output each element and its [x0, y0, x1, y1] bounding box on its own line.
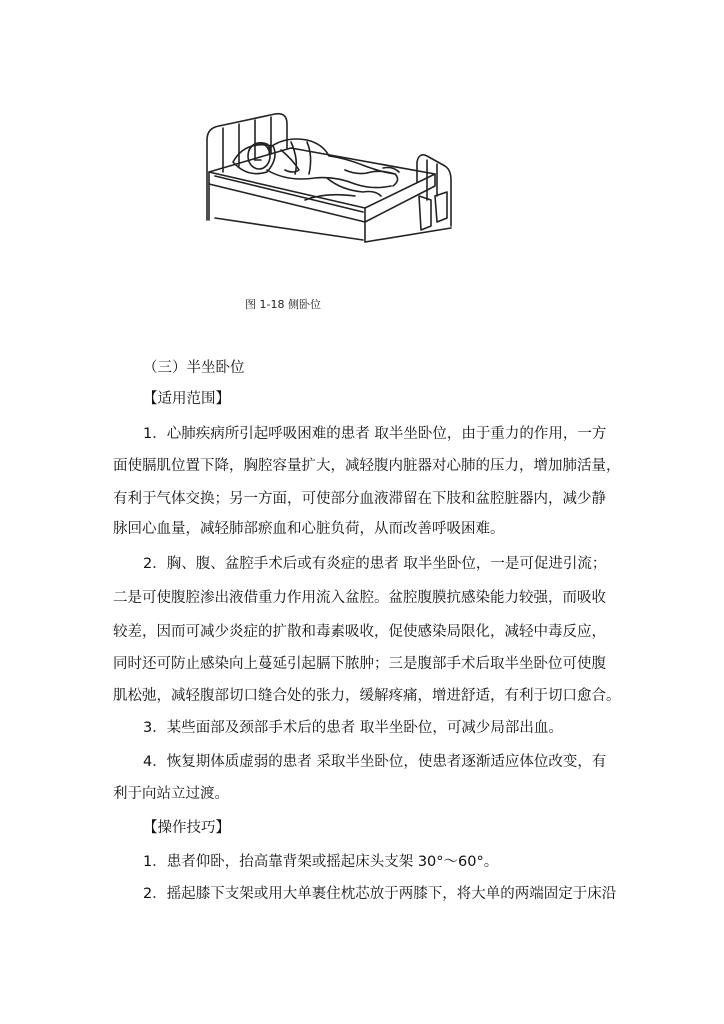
paragraph-line: 1．心肺疾病所引起呼吸困难的患者 取半坐卧位，由于重力的作用，一方 — [143, 426, 607, 442]
figure-caption: 图 1-18 侧卧位 — [245, 298, 321, 311]
paragraph-line: 4．恢复期体质虚弱的患者 采取半坐卧位，使患者逐渐适应体位改变，有 — [143, 754, 607, 770]
paragraph-line: 利于向站立过渡。 — [113, 786, 229, 802]
ops-heading: 【操作技巧】 — [143, 820, 230, 836]
paragraph-line: 二是可使腹腔渗出液借重力作用流入盆腔。盆腔腹膜抗感染能力较强，而吸收 — [113, 590, 606, 606]
side-lying-illustration — [195, 100, 457, 250]
paragraph-line: 3．某些面部及颈部手术后的患者 取半坐卧位，可减少局部出血。 — [143, 720, 563, 736]
paragraph-line: 同时还可防止感染向上蔓延引起膈下脓肿；三是腹部手术后取半坐卧位可使腹 — [113, 656, 606, 672]
paragraph-line: 面使膈肌位置下降，胸腔容量扩大，减轻腹内脏器对心肺的压力，增加肺活量， — [113, 458, 621, 474]
section-title: （三）半坐卧位 — [143, 360, 245, 376]
ops-line: 2．摇起膝下支架或用大单裹住枕芯放于两膝下，将大单的两端固定于床沿 — [143, 886, 617, 902]
paragraph-line: 较差，因而可减少炎症的扩散和毒素吸收，促使感染局限化，减轻中毒反应， — [113, 624, 606, 640]
paragraph-line: 2．胸、腹、盆腔手术后或有炎症的患者 取半坐卧位，一是可促进引流； — [143, 556, 607, 572]
ops-line: 1．患者仰卧，抬高靠背架或摇起床头支架 30°～60°。 — [143, 854, 499, 870]
paragraph-line: 脉回心血量，减轻肺部瘀血和心脏负荷，从而改善呼吸困难。 — [113, 521, 505, 537]
scope-heading: 【适用范围】 — [143, 391, 230, 407]
paragraph-line: 有利于气体交换；另一方面，可使部分血液滞留在下肢和盆腔脏器内，减少静 — [113, 491, 606, 507]
paragraph-line: 肌松弛，减轻腹部切口缝合处的张力，缓解疼痛，增进舒适，有利于切口愈合。 — [113, 688, 621, 704]
